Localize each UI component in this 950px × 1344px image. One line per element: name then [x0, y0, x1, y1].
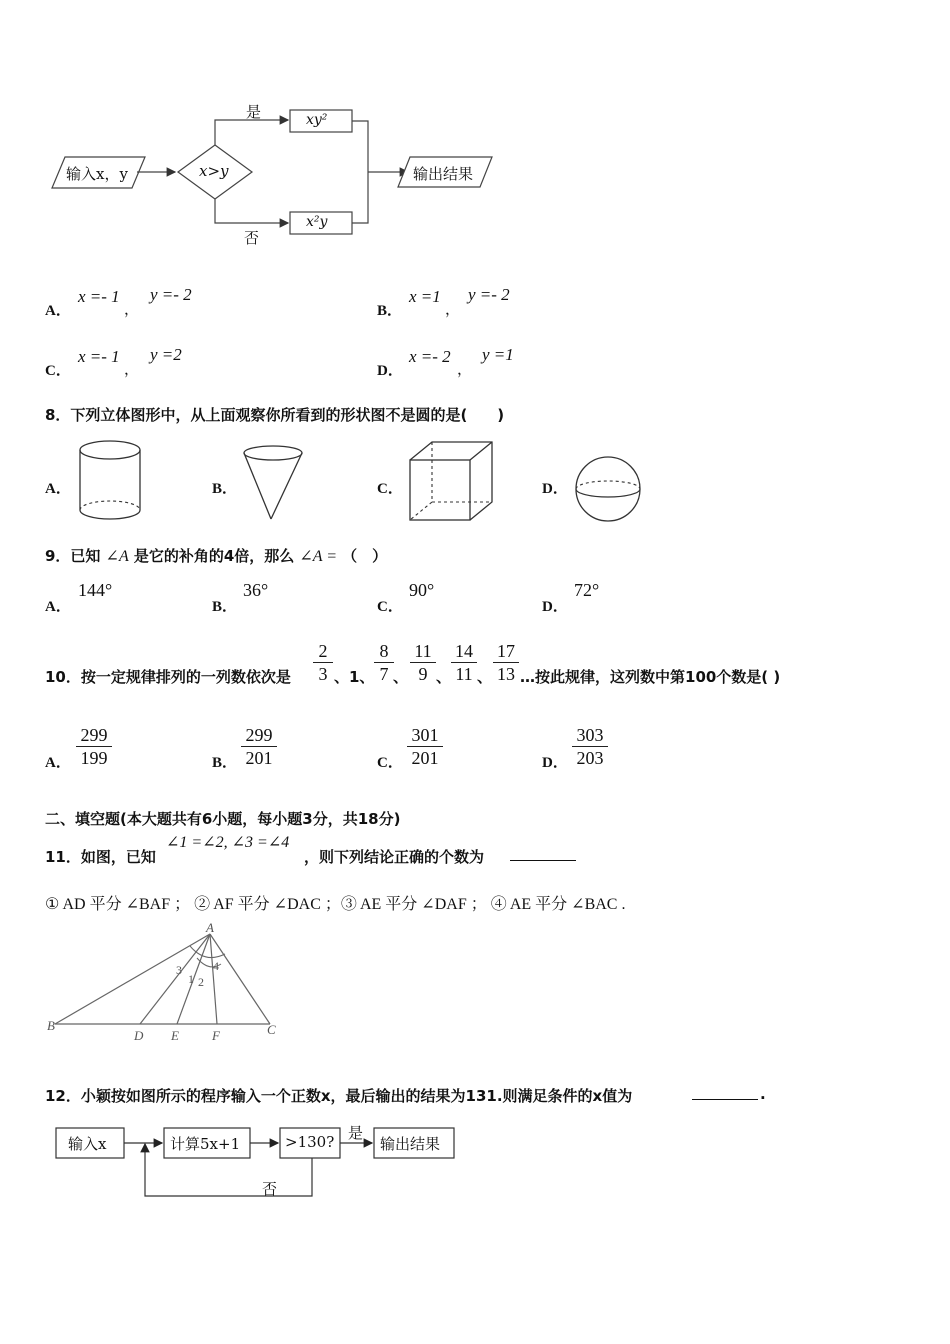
flow-top-box-label: xy² — [306, 112, 328, 128]
section-heading: 二、填空题(本大题共有6小题，每小题3分，共18分) — [45, 810, 401, 828]
option-value: 72° — [574, 580, 600, 600]
option-fraction: $\frac{303}{203}$ — [572, 724, 608, 769]
fig-angle-3: 3 — [176, 963, 182, 977]
sphere-icon — [572, 453, 644, 525]
flow2-compute-label: 计算5x+1 — [170, 1135, 241, 1153]
q9-stem-mid: 是它的补角的4倍，那么 — [133, 547, 295, 565]
q11-triangle-figure — [45, 920, 290, 1050]
q9-stem-post: （ ） — [342, 547, 388, 565]
option-separator: ， — [457, 360, 473, 378]
q10-seq-fraction: $\frac{2}{3}$ — [313, 640, 333, 685]
option-label: A． — [45, 755, 71, 771]
flow2-yes-label: 是 — [348, 1124, 364, 1142]
q9-angle-eq: ∠A = — [299, 548, 338, 565]
option-x-value: x =- 1 — [78, 347, 120, 366]
option-x-value: x =1 — [409, 287, 441, 306]
option-label: D． — [542, 481, 568, 497]
option-label: C． — [377, 599, 403, 615]
flow-output-label: 输出结果 — [413, 165, 474, 183]
option-x-value: x =- 2 — [409, 347, 451, 366]
option-fraction: $\frac{301}{201}$ — [407, 724, 443, 769]
q10-sep: 、 — [436, 668, 452, 686]
flow-input-label: 输入x，y — [66, 165, 128, 183]
fig-label-b: B — [47, 1018, 55, 1033]
flow2-output-label: 输出结果 — [380, 1135, 441, 1153]
fig-label-f: F — [212, 1028, 220, 1043]
flow-bottom-box-label: x²y — [306, 214, 328, 230]
q11-statements: ① AD 平分 ∠BAF ； ② AF 平分 ∠DAC ；③ AE 平分 ∠DAF ； ④ AE 平分 ∠BAC . — [45, 896, 626, 913]
fig-angle-1: 1 — [188, 972, 194, 986]
option-label: C． — [45, 363, 71, 379]
option-value: 144° — [78, 580, 113, 600]
option-separator: ， — [124, 360, 140, 378]
option-label: A． — [45, 481, 71, 497]
q10-seq-fraction: $\frac{8}{7}$ — [374, 640, 394, 685]
q9-angle: ∠A — [105, 548, 129, 565]
option-y-value: y =1 — [482, 345, 514, 364]
q11-stem-pre: 11．如图，已知 — [45, 848, 156, 866]
q12-answer-blank[interactable] — [692, 1085, 758, 1100]
q10-seq-fraction: $\frac{17}{13}$ — [493, 640, 519, 685]
option-value: 36° — [243, 580, 269, 600]
option-label: A． — [45, 303, 71, 319]
flow-yes-label: 是 — [246, 103, 262, 121]
option-y-value: y =- 2 — [150, 285, 192, 304]
option-label: C． — [377, 481, 403, 497]
q10-stem-pre: 10．按一定规律排列的一列数依次是 — [45, 668, 291, 686]
option-label: C． — [377, 755, 403, 771]
q10-seq-fraction: $\frac{11}{9}$ — [410, 640, 436, 685]
flowchart-q12 — [50, 1118, 460, 1203]
q9-stem-pre: 9．已知 — [45, 547, 101, 565]
flow2-input-label: 输入x — [68, 1135, 107, 1153]
q10-stem-post: …按此规律，这列数中第100个数是( ) — [520, 668, 781, 686]
option-label: D． — [542, 755, 568, 771]
option-label: A． — [45, 599, 71, 615]
fig-angle-2: 2 — [198, 975, 204, 989]
fig-angle-4: 4 — [213, 959, 219, 973]
q12-stem-end: . — [760, 1085, 766, 1103]
q11-answer-blank[interactable] — [510, 846, 576, 861]
cone-icon — [240, 443, 306, 523]
flow2-cond-label: >130? — [285, 1133, 335, 1151]
q11-given: ∠1 =∠2, ∠3 =∠4 — [166, 834, 290, 851]
q10-seq-fraction: $\frac{14}{11}$ — [451, 640, 477, 685]
option-y-value: y =- 2 — [468, 285, 510, 304]
fig-label-d: D — [134, 1028, 144, 1043]
option-label: D． — [377, 363, 403, 379]
option-separator: ， — [445, 300, 461, 318]
flow2-no-label: 否 — [262, 1180, 278, 1198]
option-separator: ， — [124, 300, 140, 318]
q12-stem: 12．小颖按如图所示的程序输入一个正数x，最后输出的结果为131.则满足条件的x值为 — [45, 1087, 633, 1105]
flow-no-label: 否 — [244, 229, 260, 247]
option-fraction: $\frac{299}{201}$ — [241, 724, 277, 769]
option-label: B． — [212, 599, 238, 615]
fig-label-e: E — [171, 1028, 179, 1043]
q10-sep: 、1、 — [334, 668, 375, 686]
q11-stem-post: ，则下列结论正确的个数为 — [304, 848, 485, 866]
flow-cond-label: x>y — [199, 162, 229, 180]
cylinder-icon — [76, 438, 144, 524]
option-x-value: x =- 1 — [78, 287, 120, 306]
option-y-value: y =2 — [150, 345, 182, 364]
option-value: 90° — [409, 580, 435, 600]
option-label: D． — [542, 599, 568, 615]
fig-label-c: C — [267, 1022, 276, 1037]
q8-stem: 8．下列立体图形中，从上面观察你所看到的形状图不是圆的是( ) — [45, 406, 505, 424]
option-label: B． — [212, 481, 238, 497]
fig-label-a: A — [206, 920, 214, 935]
cube-icon — [406, 438, 496, 524]
option-label: B． — [212, 755, 238, 771]
q10-sep: 、 — [393, 668, 409, 686]
q9-stem — [45, 545, 387, 566]
q10-sep: 、 — [477, 668, 493, 686]
option-fraction: $\frac{299}{199}$ — [76, 724, 112, 769]
option-label: B． — [377, 303, 403, 319]
